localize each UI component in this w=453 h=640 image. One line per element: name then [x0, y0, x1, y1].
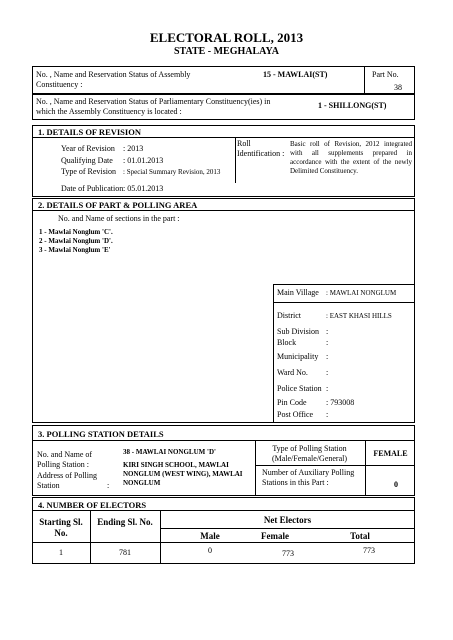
- female-label: Female: [261, 531, 289, 541]
- revision-heading: 1. DETAILS OF REVISION: [38, 127, 141, 137]
- qualifying-value: : 01.01.2013: [123, 156, 164, 165]
- station-type-value: FEMALE: [373, 449, 408, 458]
- female-value: 773: [282, 549, 294, 558]
- aux-value: 0: [394, 480, 398, 489]
- polling-station-value: 38 - MAWLAI NONGLUM 'D': [123, 448, 216, 456]
- qualifying-label: Qualifying Date: [61, 156, 113, 165]
- ward-label: Ward No.: [277, 368, 308, 377]
- police-label: Police Station: [277, 384, 322, 393]
- address-value: KIRI SINGH SCHOOL, MAWLAI NONGLUM (WEST WING), MAWLAI NONGLUM: [123, 461, 243, 487]
- ending-label: Ending Sl. No.: [97, 517, 153, 527]
- post-label: Post Office: [277, 410, 314, 419]
- block-label: Block: [277, 338, 297, 347]
- net-electors-label: Net Electors: [263, 515, 312, 525]
- page-title: ELECTORAL ROLL, 2013: [149, 30, 304, 45]
- polling-heading: 3. POLLING STATION DETAILS: [38, 429, 164, 439]
- municipality-label: Municipality: [277, 352, 319, 361]
- section-item: 1 - Mawlai Nonglum 'C'.: [39, 228, 113, 236]
- starting-value: 1: [59, 548, 63, 557]
- polling-station-label: No. and Name of Polling Station :: [37, 450, 93, 469]
- part-area-heading: 2. DETAILS OF PART & POLLING AREA: [38, 200, 198, 210]
- main-village-label: Main Village: [277, 288, 319, 297]
- year-label: Year of Revision: [61, 144, 115, 153]
- part-no-label: Part No.: [372, 70, 399, 79]
- parliament-label: No. , Name and Reservation Status of Parliamentary Constituency(ies) in which the Assembly Constituency is located :: [36, 97, 271, 116]
- pin-value: : 793008: [326, 398, 355, 407]
- aux-label: Number of Auxiliary Polling Stations in this Part :: [262, 468, 355, 487]
- revision-type-value: : Special Summary Revision, 2013: [123, 168, 221, 176]
- ward-value: :: [326, 368, 329, 377]
- part-no-value: 38: [394, 83, 402, 92]
- publication-label: Date of Publication: [61, 184, 124, 193]
- parliament-value: 1 - SHILLONG(ST): [318, 101, 387, 110]
- address-colon: :: [107, 481, 110, 490]
- state-name: STATE - MEGHALAYA: [173, 46, 280, 57]
- male-value: 0: [208, 546, 212, 555]
- assembly-label: No. , Name and Reservation Status of Assembly Constituency :: [36, 70, 191, 89]
- male-label: Male: [200, 531, 220, 541]
- police-value: :: [326, 384, 329, 393]
- revision-type-label: Type of Revision: [61, 167, 116, 176]
- total-label: Total: [350, 531, 370, 541]
- block-value: :: [326, 338, 329, 347]
- address-label: Address of Polling Station: [37, 471, 97, 490]
- subdivision-value: :: [326, 327, 329, 336]
- starting-label: Starting Sl. No.: [39, 517, 83, 538]
- station-type-label: Type of Polling Station (Male/Female/General): [271, 444, 348, 463]
- municipality-value: :: [326, 352, 329, 361]
- year-value: : 2013: [123, 144, 144, 153]
- pin-label: Pin Code: [277, 398, 307, 407]
- sections-label: No. and Name of sections in the part :: [58, 214, 180, 223]
- section-item: 3 - Mawlai Nonglum 'E': [39, 246, 111, 254]
- district-value: : EAST KHASI HILLS: [326, 312, 392, 320]
- publication-value: : 05.01.2013: [123, 184, 164, 193]
- roll-id-text: Basic roll of Revision, 2012 integrated with all supplements prepared in accordance with the extent of the newly Delimited Constituency.: [290, 140, 412, 175]
- subdivision-label: Sub Division: [277, 327, 320, 336]
- section-item: 2 - Mawlai Nonglum 'D'.: [39, 237, 113, 245]
- ending-value: 781: [119, 548, 131, 557]
- district-label: District: [277, 311, 301, 320]
- assembly-value: 15 - MAWLAI(ST): [263, 70, 328, 79]
- total-value: 773: [363, 546, 375, 555]
- electors-heading: 4. NUMBER OF ELECTORS: [38, 500, 147, 510]
- roll-id-label: Roll Identification :: [237, 139, 285, 158]
- main-village-value: : MAWLAI NONGLUM: [326, 289, 397, 297]
- post-value: :: [326, 410, 329, 419]
